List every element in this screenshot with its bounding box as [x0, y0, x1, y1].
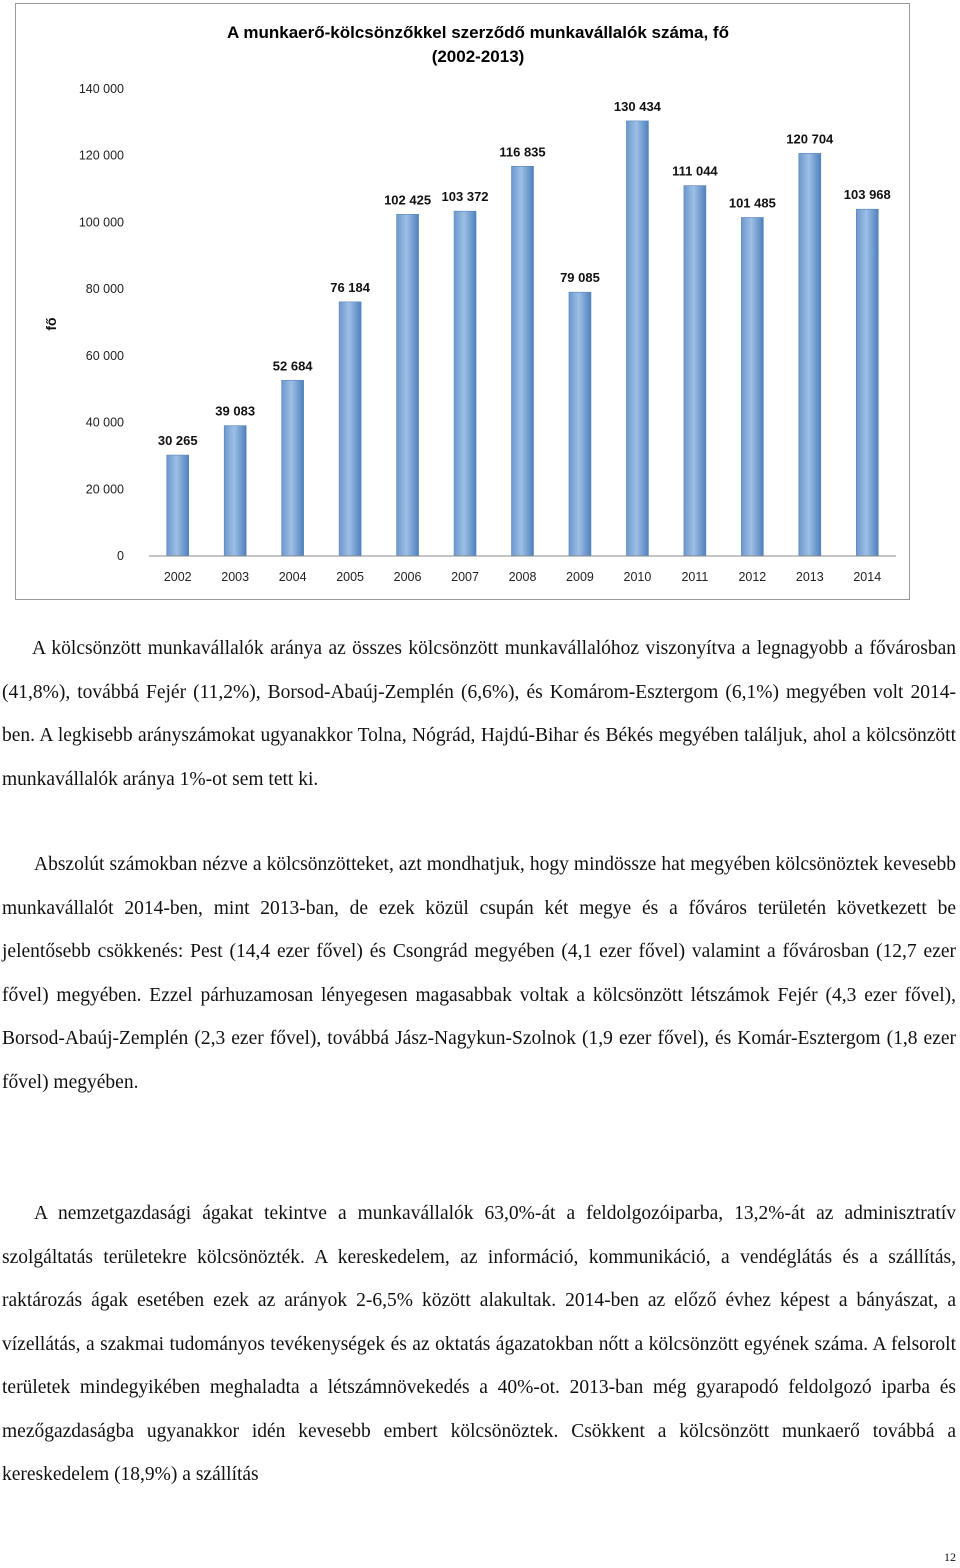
data-label-2003: 39 083: [215, 403, 256, 419]
y-tick-label: 60 000: [85, 348, 124, 363]
bar-2004: [282, 380, 304, 556]
data-label-2004: 52 684: [272, 358, 313, 374]
y-tick-label: 140 000: [78, 82, 124, 96]
x-tick-label: 2010: [623, 570, 652, 584]
paragraph-3: A nemzetgazdasági ágakat tekintve a munkavállalók 63,0%-át a feldolgozóiparba, 13,2%-át az adminisztratív szolgáltatás területekre kölcsönözték. A kereskedelem, az információ, kommunikáció, a vendéglátás és a szállítás, raktározás ágak esetében ezek az arányok 2-6,5% között alakultak. 2014-ben az előző évhez képest a bányászat, a vízellátás, a szakmai tudományos tevékenységek és az oktatás ágazatokban nőtt a kölcsönzött egyének száma. A felsorolt területek mindegyikében meghaladta a létszámnövekedés a 40%-ot. 2013-ban még gyarapodó feldolgozó iparba és mezőgazdaságba ugyanakkor idén kevesebb embert kölcsönöztek. Csökkent a kölcsönzött munkaerő továbbá a kereskedelem (18,9%) a szállítás: [2, 1203, 956, 1485]
x-tick-label: 2003: [221, 570, 250, 584]
bar-2011: [684, 186, 706, 556]
bars-group: [167, 121, 879, 556]
x-axis-ticks: [164, 570, 881, 584]
paragraph-1: A kölcsönzött munkavállalók aránya az összes kölcsönzött munkavállalóhoz viszonyítva a legnagyobb a fővárosban (41,8%), továbbá Fejér (11,2%), Borsod-Abaúj-Zemplén (6,6%), és Komárom-Esztergom (6,1%) megyében volt 2014-ben. A legkisebb arányszámokat ugyanakkor Tolna, Nógrád, Hajdú-Bihar és Békés megyében találjuk, ahol a kölcsönzött munkavállalók aránya 1%-ot sem tett ki.: [2, 638, 956, 790]
data-label-2006: 102 425: [384, 192, 432, 208]
data-label-2013: 120 704: [786, 131, 834, 147]
bar-2007: [454, 211, 476, 556]
y-tick-label: 20 000: [85, 482, 124, 497]
y-axis-ticks: [79, 82, 124, 563]
chart-title-line2: (2002-2013): [431, 47, 525, 66]
y-tick-label: 120 000: [78, 148, 124, 163]
y-tick-label: 0: [117, 549, 124, 563]
data-label-2014: 103 968: [843, 187, 891, 203]
x-tick-label: 2002: [163, 570, 192, 584]
x-tick-label: 2011: [681, 570, 709, 584]
bar-2013: [799, 153, 821, 556]
bar-2008: [512, 166, 534, 556]
chart-title-line1: A munkaerő-kölcsönzőkkel szerződő munkavállalók száma, fő: [227, 23, 729, 42]
data-label-2012: 101 485: [728, 195, 776, 211]
x-tick-label: 2009: [566, 570, 594, 584]
data-label-2011: 111 044: [672, 163, 718, 179]
bar-2010: [626, 121, 648, 556]
data-label-2009: 79 085: [560, 270, 600, 286]
x-tick-label: 2005: [336, 570, 365, 584]
data-label-2010: 130 434: [613, 98, 661, 114]
y-tick-label: 100 000: [78, 215, 124, 230]
data-label-2008: 116 835: [499, 144, 546, 160]
x-tick-label: 2004: [278, 570, 307, 584]
y-tick-label: 80 000: [85, 282, 124, 297]
paragraph-2: Abszolút számokban nézve a kölcsönzötteket, azt mondhatjuk, hogy mindössze hat megyében kölcsönöztek kevesebb munkavállalót 2014-ben, mint 2013-ban, de ezek közül csupán két megye és a főváros területén következett be jelentősebb csökkenés: Pest (14,4 ezer fővel) és Csongrád megyében (4,1 ezer fővel) valamint a fővárosban (12,7 ezer fővel) megyében. Ezzel párhuzamosan lényegesen magasabbak voltak a kölcsönzött létszámok Fejér (4,3 ezer fővel), Borsod-Abaúj-Zemplén (2,3 ezer fővel), továbbá Jász-Nagykun-Szolnok (1,9 ezer fővel), és Komár-Esztergom (1,8 ezer fővel) megyében.: [2, 854, 956, 1093]
chart-container: [15, 3, 910, 600]
bar-2005: [339, 302, 361, 556]
page-number: 12: [944, 1550, 956, 1564]
x-tick-label: 2007: [451, 570, 479, 584]
data-label-2002: 30 265: [157, 433, 198, 449]
data-label-2005: 76 184: [330, 279, 370, 295]
bar-2006: [397, 214, 419, 556]
bar-chart: [16, 4, 911, 601]
y-tick-label: 40 000: [85, 415, 124, 430]
bar-2009: [569, 292, 591, 556]
data-label-2007: 103 372: [441, 189, 489, 205]
x-tick-label: 2012: [738, 570, 767, 584]
bar-2012: [741, 217, 763, 556]
bar-2014: [856, 209, 878, 556]
bar-2003: [224, 426, 246, 556]
y-axis-label: fő: [43, 317, 59, 331]
x-tick-label: 2008: [508, 570, 537, 584]
bar-2002: [167, 455, 189, 556]
x-tick-label: 2014: [853, 570, 882, 584]
x-tick-label: 2006: [393, 570, 422, 584]
x-tick-label: 2013: [795, 570, 824, 584]
